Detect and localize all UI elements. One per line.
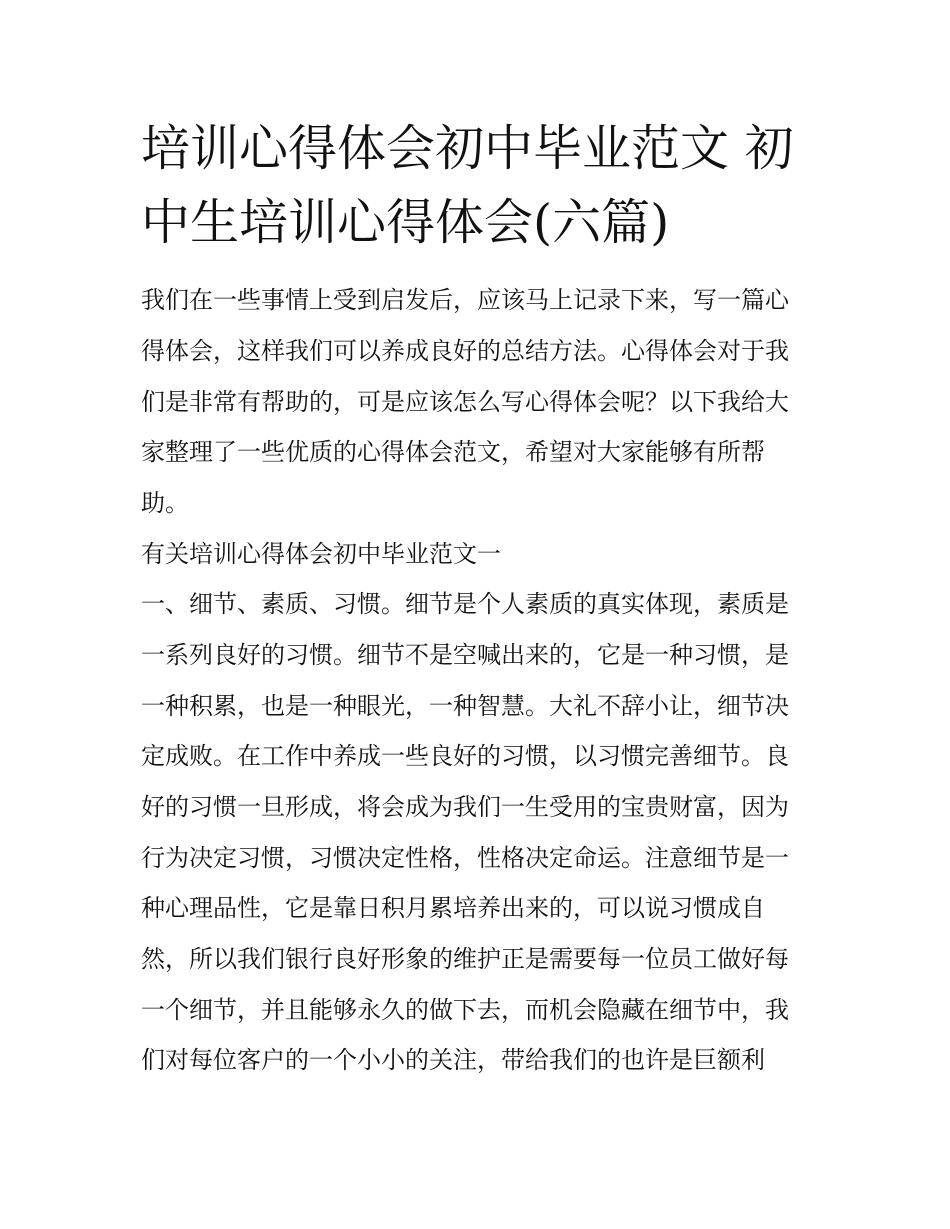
intro-line-2: 得体会，这样我们可以养成良好的总结方法。心得体会对于我: [141, 337, 789, 365]
section-line-7: 种心理品性，它是靠日积月累培养出来的，可以说习惯成自: [141, 894, 765, 922]
section-line-2: 一系列良好的习惯。细节不是空喊出来的，它是一种习惯，是: [141, 641, 789, 669]
title-line-2: 中生培训心得体会(六篇): [141, 194, 670, 251]
section-line-8: 然，所以我们银行良好形象的维护正是需要每一位员工做好每: [141, 945, 789, 973]
intro-line-3: 们是非常有帮助的，可是应该怎么写心得体会呢？以下我给大: [141, 388, 789, 416]
section-line-4: 定成败。在工作中养成一些良好的习惯，以习惯完善细节。良: [141, 742, 789, 770]
intro-line-1: 我们在一些事情上受到启发后，应该马上记录下来，写一篇心: [141, 286, 789, 314]
section-line-5: 好的习惯一旦形成，将会成为我们一生受用的宝贵财富，因为: [141, 793, 789, 821]
section-line-10: 们对每位客户的一个小小的关注，带给我们的也许是巨额利: [141, 1046, 765, 1074]
title-line-1: 培训心得体会初中毕业范文 初: [141, 120, 794, 177]
section-line-6: 行为决定习惯，习惯决定性格，性格决定命运。注意细节是一: [141, 844, 789, 872]
intro-line-4: 家整理了一些优质的心得体会范文，希望对大家能够有所帮: [141, 438, 765, 466]
intro-line-5: 助。: [141, 489, 189, 517]
section-line-3: 一种积累，也是一种眼光，一种智慧。大礼不辞小让，细节决: [141, 692, 789, 720]
section-heading: 有关培训心得体会初中毕业范文一: [141, 540, 501, 568]
section-line-1: 一、细节、素质、习惯。细节是个人素质的真实体现，素质是: [141, 590, 789, 618]
section-line-9: 一个细节，并且能够永久的做下去，而机会隐藏在细节中，我: [141, 996, 789, 1024]
